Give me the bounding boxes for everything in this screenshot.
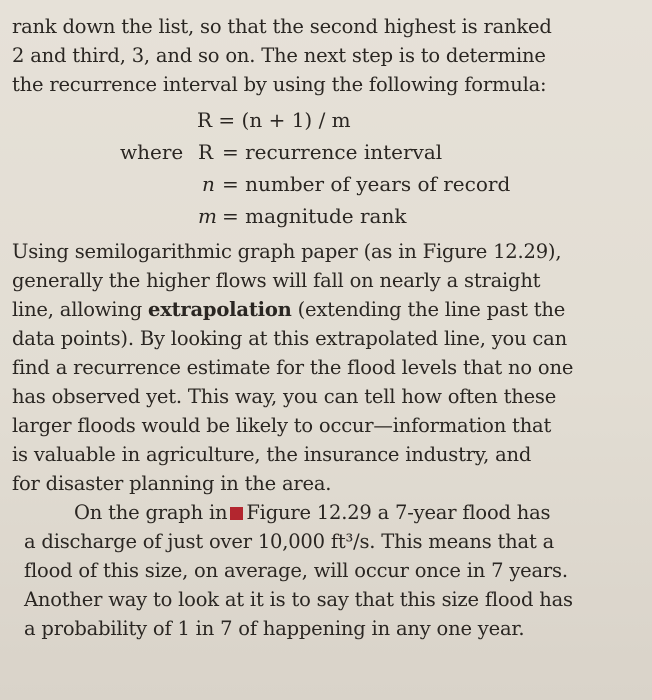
paragraph-line: Another way to look at it is to say that this size flood has	[24, 588, 573, 611]
extrapolation-paragraph	[12, 237, 638, 498]
recurrence-formula	[12, 105, 638, 233]
extrapolation-term: extrapolation	[147, 298, 292, 321]
formula-def-symbol: m	[198, 204, 217, 228]
paragraph-line: generally the higher flows will fall on nearly a straight	[12, 269, 541, 292]
formula-where-label: where	[120, 140, 184, 164]
intro-line: the recurrence interval by using the following formula:	[12, 73, 547, 96]
figure-marker-icon	[230, 507, 243, 520]
formula-def-symbol: n	[202, 172, 215, 196]
line-text: Figure 12.29 a 7-year flood has	[246, 501, 551, 524]
paragraph-line: flood of this size, on average, will occur once in 7 years.	[24, 559, 568, 582]
paragraph-line: Using semilogarithmic graph paper (as in Figure 12.29),	[12, 240, 562, 263]
formula-def-text: = number of years of record	[222, 172, 511, 196]
paragraph-line: for disaster planning in the area.	[12, 472, 332, 495]
paragraph-line	[12, 295, 638, 324]
formula-def-text: = recurrence interval	[222, 140, 443, 164]
intro-paragraph	[12, 12, 638, 99]
line-text: line, allowing	[12, 298, 148, 321]
intro-line: 2 and third, 3, and so on. The next step is to determine	[12, 44, 546, 67]
paragraph-line: a discharge of just over 10,000 ft³/s. This means that a	[24, 530, 555, 553]
line-text: On the graph in	[74, 501, 228, 524]
formula-def-text: = magnitude rank	[222, 204, 407, 228]
formula-def-symbol: R	[198, 140, 214, 164]
paragraph-line: a probability of 1 in 7 of happening in any one year.	[24, 617, 525, 640]
flood-example-paragraph	[12, 498, 638, 643]
line-text: (extending the line past the	[291, 298, 566, 321]
paragraph-line: has observed yet. This way, you can tell how often these	[12, 385, 557, 408]
paragraph-line: larger floods would be likely to occur—information that	[12, 414, 552, 437]
paragraph-line: is valuable in agriculture, the insurance industry, and	[12, 443, 532, 466]
paragraph-line: find a recurrence estimate for the flood levels that no one	[12, 356, 574, 379]
intro-line: rank down the list, so that the second highest is ranked	[12, 15, 552, 38]
formula-equation: R = (n + 1) / m	[197, 108, 351, 132]
paragraph-line	[12, 498, 638, 527]
paragraph-line: data points). By looking at this extrapolated line, you can	[12, 327, 567, 350]
